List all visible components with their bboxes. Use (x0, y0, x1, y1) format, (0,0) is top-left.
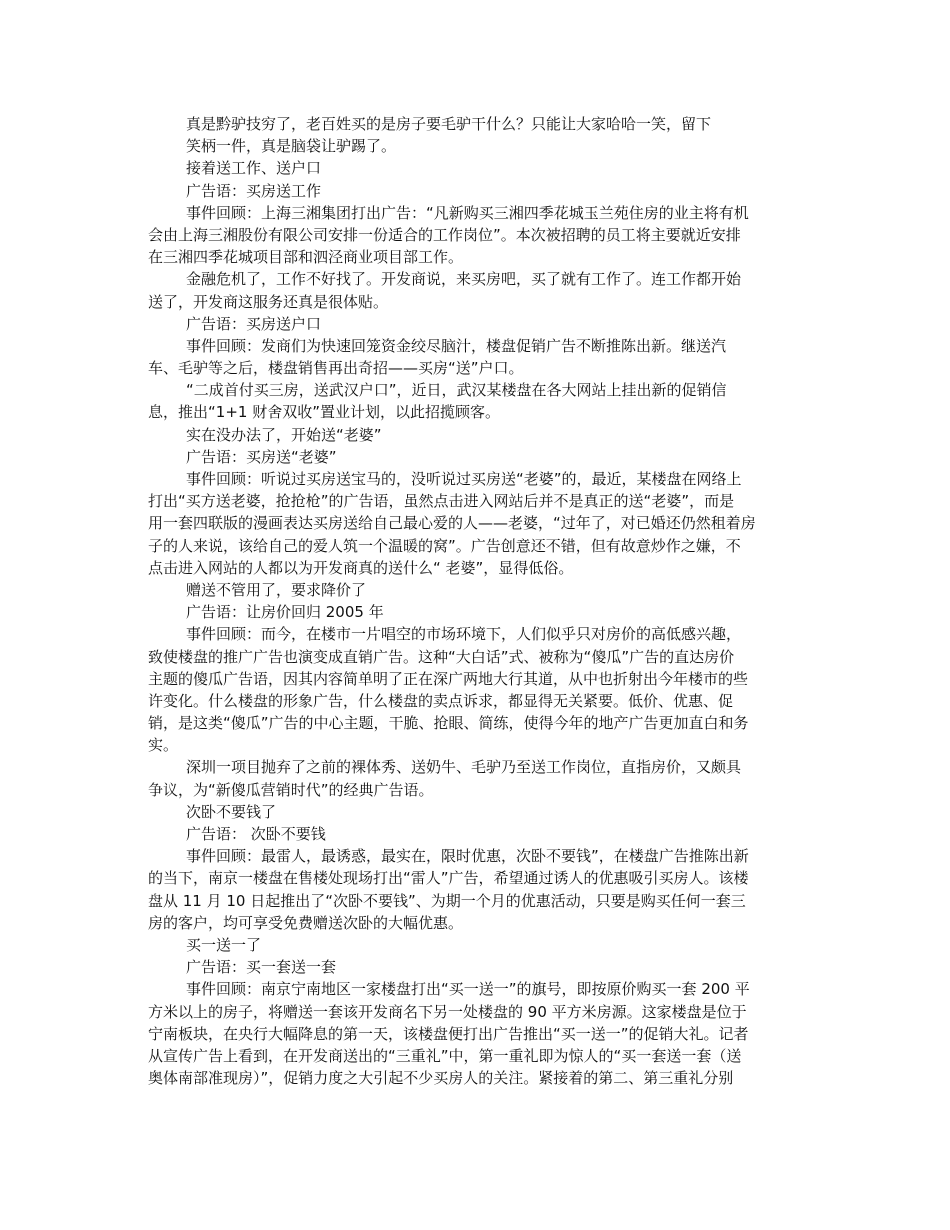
text-line: 实在没办法了，开始送“老婆” (186, 425, 382, 444)
text-line: 打出“买方送老婆，抢抢枪”的广告语，虽然点击进入网站后并不是真正的送“老婆”，而是 (148, 492, 735, 511)
text-line: 子的人来说，该给自己的爱人筑一个温暖的窝”。广告创意还不错，但有故意炒作之嫌，不 (148, 536, 741, 555)
text-line: 车、毛驴等之后，楼盘销售再出奇招——买房“送”户口。 (148, 359, 524, 378)
text-line: 实。 (148, 736, 179, 755)
text-line: 事件回顾：最雷人，最诱惑，最实在，限时优惠，次卧不要钱”，在楼盘广告推陈出新 (186, 847, 749, 866)
text-line: 广告语：让房价回归 2005 年 (186, 603, 384, 622)
text-line: 从宣传广告上看到，在开发商送出的“三重礼”中，第一重礼即为惊人的“买一套送一套（送 (148, 1046, 742, 1065)
text-line: 房的客户，均可享受免费赠送次卧的大幅优惠。 (148, 913, 464, 932)
text-line: 在三湘四季花城项目部和泗泾商业项目部工作。 (148, 248, 464, 267)
text-line: 广告语：买一套送一套 (186, 958, 337, 977)
text-line: 接着送工作、送户口 (186, 159, 322, 178)
text-line: 事件回顾：南京宁南地区一家楼盘打出“买一送一”的旗号，即按原价购买一套 200 平 (186, 980, 750, 999)
text-line: 深圳一项目抛弃了之前的裸体秀、送奶牛、毛驴乃至送工作岗位，直指房价，又颇具 (186, 758, 742, 777)
text-line: 广告语：买房送“老婆” (186, 447, 337, 466)
document-body (148, 113, 800, 1089)
text-line: 致使楼盘的推广广告也演变成直销广告。这种“大白话”式、被称为“傻瓜”广告的直达房价 (148, 647, 735, 666)
text-line: 赠送不管用了，要求降价了 (186, 580, 367, 599)
text-line: 金融危机了，工作不好找了。开发商说，来买房吧，买了就有工作了。连工作都开始 (186, 270, 742, 289)
text-line: 次卧不要钱了 (186, 802, 277, 821)
text-line: 广告语：买房送户口 (186, 314, 322, 333)
text-line: 奥体南部准现房）”，促销力度之大引起不少买房人的关注。紧接着的第二、第三重礼分别 (148, 1069, 734, 1088)
text-line: 笑柄一件，真是脑袋让驴踢了。 (186, 137, 397, 156)
text-line: 宁南板块，在央行大幅降息的第一天，该楼盘便打出广告推出“买一送一”的促销大礼。记者 (148, 1024, 749, 1043)
text-line: 点击进入网站的人都以为开发商真的送什么“ 老婆”，显得低俗。 (148, 558, 574, 577)
text-line: 息，推出“1+1 财舍双收”置业计划，以此招揽顾客。 (148, 403, 500, 422)
text-line: 广告语：买房送工作 (186, 181, 322, 200)
text-line: 会由上海三湘股份有限公司安排一份适合的工作岗位”。本次被招聘的员工将主要就近安排 (148, 225, 741, 244)
text-line: 许变化。什么楼盘的形象广告，什么楼盘的卖点诉求，都显得无关紧要。低价、优惠、促 (148, 691, 734, 710)
text-line: 争议，为“新傻瓜营销时代”的经典广告语。 (148, 780, 434, 799)
text-line: 送了，开发商这服务还真是很体贴。 (148, 292, 389, 311)
text-line: 买一送一了 (186, 935, 262, 954)
text-line: 广告语： 次卧不要钱 (186, 825, 326, 843)
text-line: 方米以上的房子，将赠送一套该开发商名下另一处楼盘的 90 平方米房源。这家楼盘是位于 (148, 1002, 747, 1021)
text-line: 的当下，南京一楼盘在售楼处现场打出“雷人”广告，希望通过诱人的优惠吸引买房人。该楼 (148, 869, 749, 888)
text-line: 主题的傻瓜广告语，因其内容简单明了正在深广两地大行其道，从中也折射出今年楼市的些 (148, 669, 749, 688)
text-line: 盘从 11 月 10 日起推出了“次卧不要钱”、为期一个月的优惠活动，只要是购买任何一套三 (148, 891, 746, 910)
text-line: 销，是这类“傻瓜”广告的中心主题，干脆、抢眼、简练，使得今年的地产广告更加直白和务 (148, 714, 749, 733)
text-line: 用一套四联版的漫画表达买房送给自己最心爱的人——老婆，“过年了，对已婚还仍然租着房 (148, 514, 756, 533)
text-line: 真是黔驴技穷了，老百姓买的是房子要毛驴干什么？只能让大家哈哈一笑，留下 (186, 115, 712, 133)
text-line: 事件回顾：听说过买房送宝马的，没听说过买房送“老婆”的，最近，某楼盘在网络上 (186, 470, 742, 488)
text-line: 事件回顾：而今，在楼市一片唱空的市场环境下，人们似乎只对房价的高低感兴趣， (186, 625, 742, 644)
text-line: 事件回顾：发商们为快速回笼资金绞尽脑汁，楼盘促销广告不断推陈出新。继送汽 (186, 336, 727, 355)
text-line: “二成首付买三房，送武汉户口”，近日，武汉某楼盘在各大网站上挂出新的促销信 (186, 381, 727, 400)
text-line: 事件回顾：上海三湘集团打出广告：“凡新购买三湘四季花城玉兰苑住房的业主将有机 (186, 203, 749, 222)
